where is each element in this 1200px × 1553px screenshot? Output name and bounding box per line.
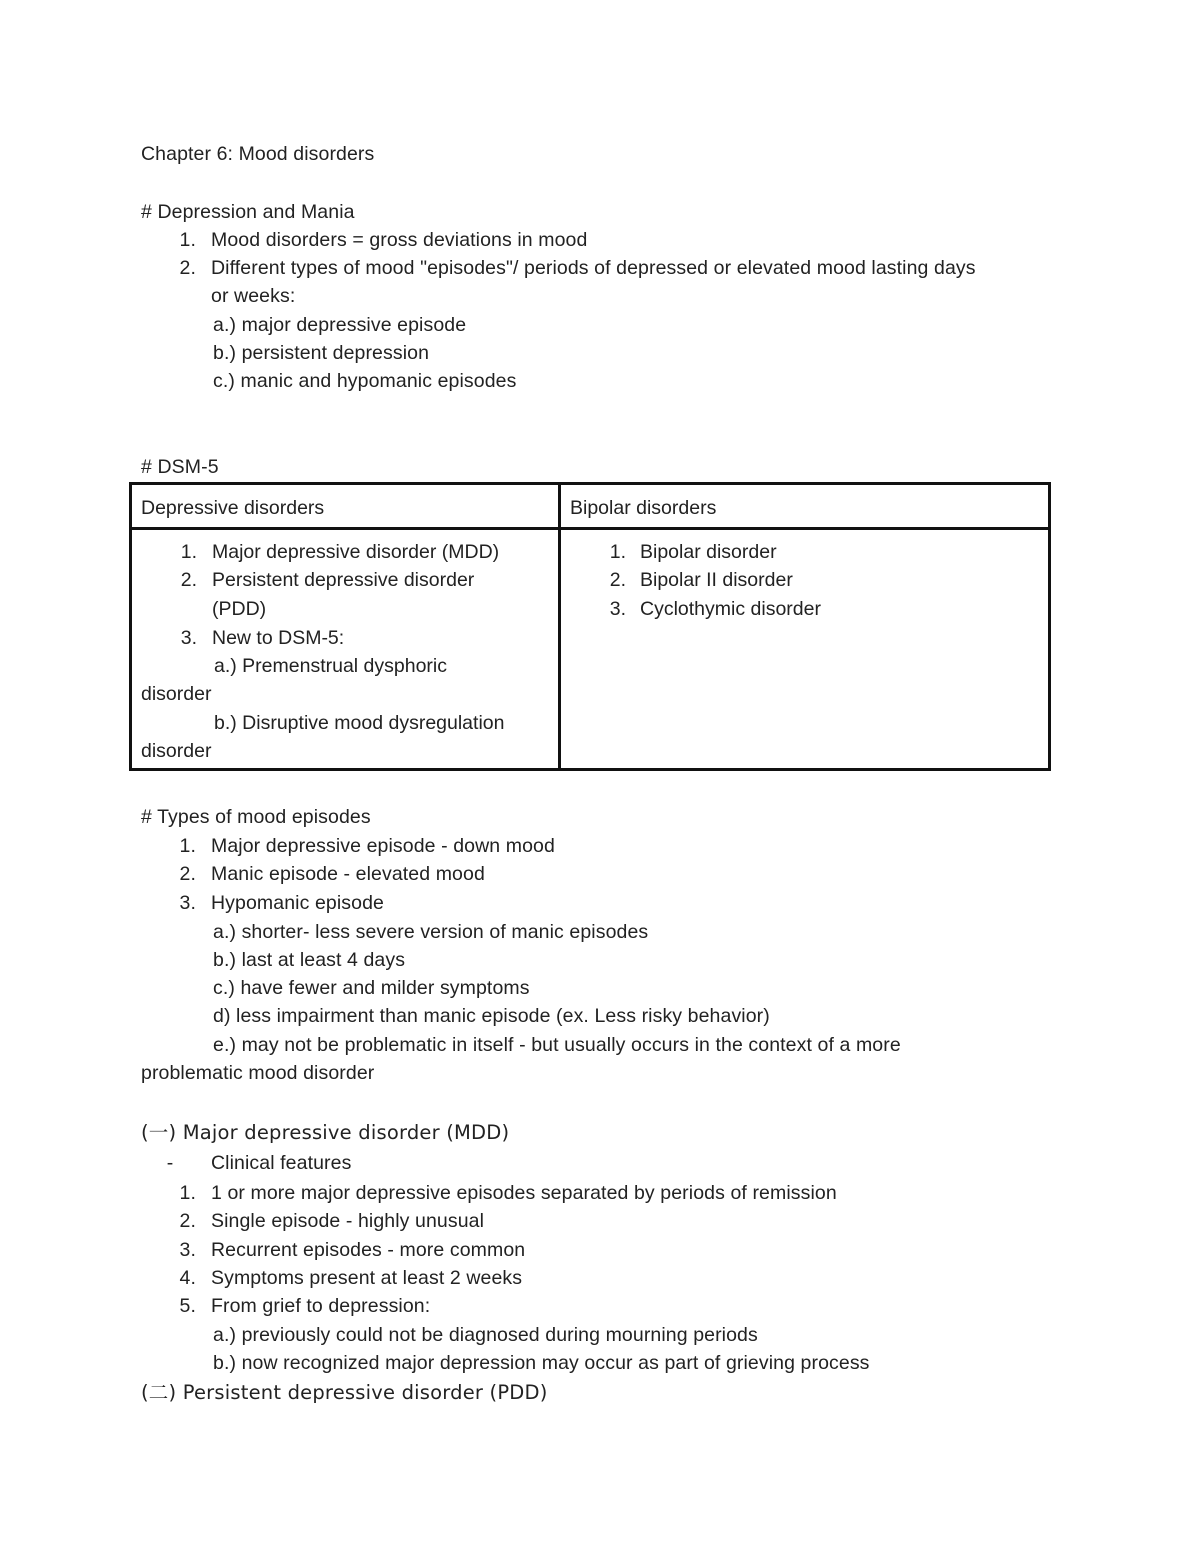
sub-list-item: c.) have fewer and milder symptoms <box>213 977 530 999</box>
sub-list-item: a.) shorter- less severe version of manic episodes <box>213 921 649 943</box>
table-header-cell <box>131 484 560 529</box>
sub-list-item: b.) persistent depression <box>213 342 430 364</box>
list-item: Clinical features <box>211 1152 352 1174</box>
list-item: Hypomanic episode <box>211 892 384 914</box>
sub-list-item-continuation: disorder <box>141 683 212 705</box>
list-number: 1. <box>179 1182 196 1204</box>
sub-list-item: b.) Disruptive mood dysregulation <box>214 712 505 734</box>
list-number: 3. <box>179 892 196 914</box>
list-number: 1. <box>179 229 196 251</box>
sub-list-item: d) less impairment than manic episode (ex. Less risky behavior) <box>213 1005 770 1027</box>
list-number: 1. <box>179 835 196 857</box>
table-header-row <box>131 484 1050 529</box>
dsm5-table <box>129 482 1051 771</box>
list-item: Recurrent episodes - more common <box>211 1239 526 1261</box>
list-item-continuation: (PDD) <box>212 598 267 620</box>
list-item: Cyclothymic disorder <box>640 598 821 620</box>
table-row <box>131 529 1050 770</box>
list-item: Bipolar disorder <box>640 541 777 563</box>
section-heading-mood-episodes: # Types of mood episodes <box>141 806 371 828</box>
sub-list-item-continuation: problematic mood disorder <box>141 1062 375 1084</box>
sub-list-item-continuation: disorder <box>141 740 212 762</box>
dash-bullet: - <box>166 1152 174 1174</box>
list-number: 3. <box>609 598 626 620</box>
sub-list-item: c.) manic and hypomanic episodes <box>213 370 517 392</box>
section-heading-mdd: (一) Major depressive disorder (MDD) <box>141 1121 510 1144</box>
section-heading-dsm5: # DSM-5 <box>141 456 219 478</box>
list-item: Major depressive episode - down mood <box>211 835 555 857</box>
list-number: 2. <box>609 569 626 591</box>
list-item: Mood disorders = gross deviations in mood <box>211 229 588 251</box>
list-item: 1 or more major depressive episodes separated by periods of remission <box>211 1182 837 1204</box>
list-item: From grief to depression: <box>211 1295 431 1317</box>
list-item-continuation: or weeks: <box>211 285 296 307</box>
list-number: 2. <box>179 1210 196 1232</box>
section-heading-pdd: (二) Persistent depressive disorder (PDD) <box>141 1381 548 1404</box>
column-header-depressive: Depressive disorders <box>141 497 325 519</box>
list-number: 1. <box>180 541 197 563</box>
list-item: Persistent depressive disorder <box>212 569 475 591</box>
sub-list-item: a.) major depressive episode <box>213 314 467 336</box>
table-cell-depressive <box>131 529 560 770</box>
list-number: 2. <box>179 863 196 885</box>
table-header-cell <box>560 484 1050 529</box>
sub-list-item: a.) previously could not be diagnosed during mourning periods <box>213 1324 758 1346</box>
list-item: Single episode - highly unusual <box>211 1210 485 1232</box>
list-number: 2. <box>180 569 197 591</box>
list-item: Different types of mood "episodes"/ periods of depressed or elevated mood lasting days <box>211 257 976 279</box>
sub-list-item: b.) now recognized major depression may occur as part of grieving process <box>213 1352 870 1374</box>
table-cell-bipolar <box>560 529 1050 770</box>
list-number: 4. <box>179 1267 196 1289</box>
list-item: Major depressive disorder (MDD) <box>212 541 500 563</box>
list-number: 5. <box>179 1295 196 1317</box>
list-item: Symptoms present at least 2 weeks <box>211 1267 523 1289</box>
sub-list-item: b.) last at least 4 days <box>213 949 406 971</box>
list-number: 3. <box>180 627 197 649</box>
chapter-title: Chapter 6: Mood disorders <box>141 143 375 165</box>
section-heading-depression-mania: # Depression and Mania <box>141 201 355 223</box>
sub-list-item: e.) may not be problematic in itself - but usually occurs in the context of a more <box>213 1034 901 1056</box>
list-number: 2. <box>179 257 196 279</box>
list-item: Bipolar II disorder <box>640 569 793 591</box>
list-number: 3. <box>179 1239 196 1261</box>
column-header-bipolar: Bipolar disorders <box>570 497 717 519</box>
list-item: Manic episode - elevated mood <box>211 863 485 885</box>
list-item: New to DSM-5: <box>212 627 345 649</box>
list-number: 1. <box>609 541 626 563</box>
sub-list-item: a.) Premenstrual dysphoric <box>214 655 448 677</box>
